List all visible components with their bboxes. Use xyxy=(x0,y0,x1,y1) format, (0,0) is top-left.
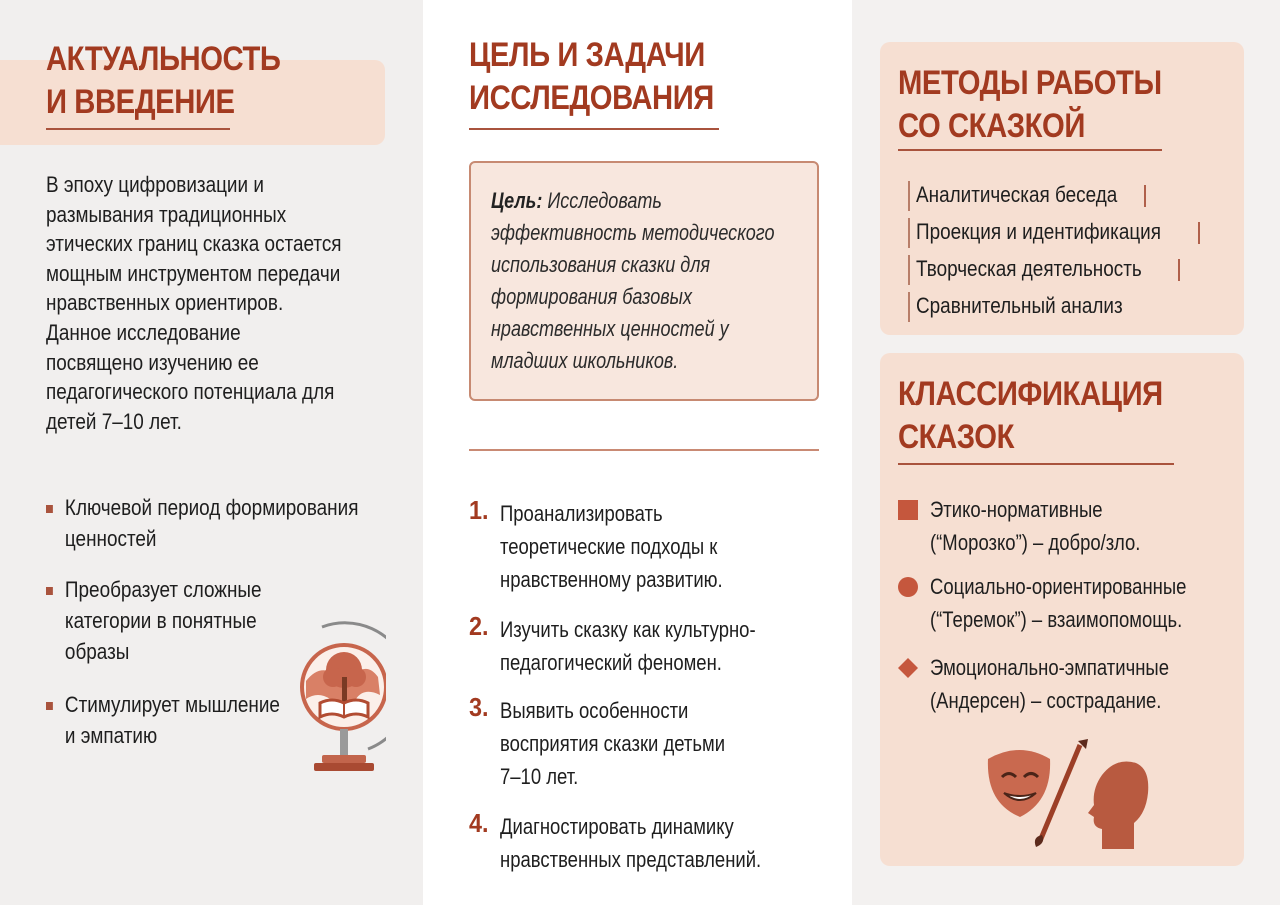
square-bullet-icon xyxy=(46,505,53,513)
method-left-rule xyxy=(908,218,910,248)
square-bullet-icon xyxy=(46,702,53,710)
task-line: теоретические подходы к xyxy=(500,534,718,559)
classification-line: Этико-нормативные xyxy=(930,497,1103,522)
method-separator xyxy=(1178,259,1180,281)
goals-panel xyxy=(423,0,852,905)
task-number: 2. xyxy=(469,611,489,641)
task-line: нравственному развитию. xyxy=(500,567,723,592)
task-text xyxy=(500,497,819,596)
classification-text xyxy=(930,651,1249,717)
task-number: 1. xyxy=(469,495,489,525)
classification-line: Социально-ориентированные xyxy=(930,574,1187,599)
task-line: педагогический феномен. xyxy=(500,650,722,675)
diamond-icon xyxy=(898,658,918,678)
bullet-line: ценностей xyxy=(64,526,157,551)
methods-list xyxy=(908,177,1238,325)
classification-text xyxy=(930,570,1249,636)
method-label: Сравнительный анализ xyxy=(916,293,1123,318)
goal-line: младших школьников. xyxy=(491,348,679,373)
intro-line: мощным инструментом передачи xyxy=(46,260,341,286)
task-line: восприятия сказки детьми xyxy=(500,731,726,756)
bullet-line: Стимулирует мышление xyxy=(64,692,280,717)
bullet-line: категории в понятные xyxy=(64,608,257,633)
circle-icon xyxy=(898,577,918,597)
method-left-rule xyxy=(908,181,910,211)
intro-line: размывания традиционных xyxy=(46,201,287,227)
intro-line: детей 7–10 лет. xyxy=(46,408,182,434)
task-line: нравственных представлений. xyxy=(500,847,762,872)
classification-heading-line1: КЛАССИФИКАЦИЯ xyxy=(898,375,1163,413)
intro-panel xyxy=(0,0,423,905)
intro-heading xyxy=(46,38,319,124)
method-separator xyxy=(1198,222,1200,244)
task-number: 3. xyxy=(469,692,489,722)
method-item xyxy=(908,251,1238,288)
goals-heading-line1: ЦЕЛЬ И ЗАДАЧИ xyxy=(469,36,705,74)
bullet-line: Ключевой период формирования xyxy=(64,495,359,520)
goal-box xyxy=(469,161,819,401)
bullet-line: и эмпатию xyxy=(64,723,158,748)
classification-line: (“Теремок”) – взаимопомощь. xyxy=(930,607,1183,632)
classification-text xyxy=(930,493,1249,559)
task-line: Проанализировать xyxy=(500,501,663,526)
intro-line: В эпоху цифровизации и xyxy=(46,172,264,197)
task-line: Диагностировать динамику xyxy=(500,814,734,839)
intro-heading-line2: И ВВЕДЕНИЕ xyxy=(46,83,235,121)
methods-heading-rule xyxy=(898,149,1162,151)
classification-line: (Андерсен) – сострадание. xyxy=(930,688,1162,713)
square-icon xyxy=(898,500,918,520)
methods-card xyxy=(880,42,1244,335)
method-item xyxy=(908,214,1238,251)
goals-heading-rule xyxy=(469,128,719,130)
task-text xyxy=(500,613,819,679)
intro-paragraph xyxy=(46,170,373,436)
globe-book-tree-icon xyxy=(300,615,386,775)
goals-divider xyxy=(469,449,819,451)
method-left-rule xyxy=(908,255,910,285)
method-left-rule xyxy=(908,292,910,322)
task-line: Выявить особенности xyxy=(500,698,689,723)
goal-line: нравственных ценностей у xyxy=(491,316,729,341)
classification-heading-rule xyxy=(898,463,1174,465)
task-line: Изучить сказку как культурно- xyxy=(500,617,756,642)
method-label: Творческая деятельность xyxy=(916,256,1142,281)
goals-heading xyxy=(469,34,754,120)
goal-text xyxy=(491,185,803,377)
goal-line: эффективность методического xyxy=(491,220,775,245)
intro-line: этических границ сказка остается xyxy=(46,231,342,257)
bullet-line: Преобразует сложные xyxy=(64,577,262,602)
method-label: Проекция и идентификация xyxy=(916,219,1161,244)
goal-line: использования сказки для xyxy=(491,252,711,277)
classification-card xyxy=(880,353,1244,866)
method-item xyxy=(908,288,1238,325)
goal-label: Цель: xyxy=(491,188,543,213)
classification-line: Эмоционально-эмпатичные xyxy=(930,655,1169,680)
task-number: 4. xyxy=(469,808,489,838)
goal-line: формирования базовых xyxy=(491,284,692,309)
methods-classification-panel xyxy=(852,0,1280,905)
methods-heading xyxy=(898,62,1205,148)
square-bullet-icon xyxy=(46,587,53,595)
method-item xyxy=(908,177,1238,214)
theater-mask-brush-icon xyxy=(980,737,1150,849)
method-label: Аналитическая беседа xyxy=(916,182,1118,207)
methods-heading-line1: МЕТОДЫ РАБОТЫ xyxy=(898,64,1162,102)
methods-heading-line2: СО СКАЗКОЙ xyxy=(898,107,1085,145)
classification-line: (“Морозко”) – добро/зло. xyxy=(930,530,1141,555)
intro-heading-rule xyxy=(46,128,230,130)
intro-line: Данное исследование xyxy=(46,319,241,345)
intro-line: посвящено изучению ее xyxy=(46,349,259,375)
intro-line: педагогического потенциала для xyxy=(46,379,335,405)
task-line: 7–10 лет. xyxy=(500,764,579,789)
intro-line: нравственных ориентиров. xyxy=(46,290,284,316)
classification-heading xyxy=(898,373,1206,459)
goal-line: Исследовать xyxy=(547,188,662,213)
intro-bullet-list xyxy=(46,492,426,558)
classification-heading-line2: СКАЗОК xyxy=(898,418,1015,456)
task-text xyxy=(500,694,819,793)
bullet-line: образы xyxy=(64,639,130,664)
method-separator xyxy=(1144,185,1146,207)
goals-heading-line2: ИССЛЕДОВАНИЯ xyxy=(469,79,714,117)
task-text xyxy=(500,810,819,876)
intro-heading-line1: АКТУАЛЬНОСТЬ xyxy=(46,40,281,78)
intro-bullet xyxy=(46,492,373,558)
